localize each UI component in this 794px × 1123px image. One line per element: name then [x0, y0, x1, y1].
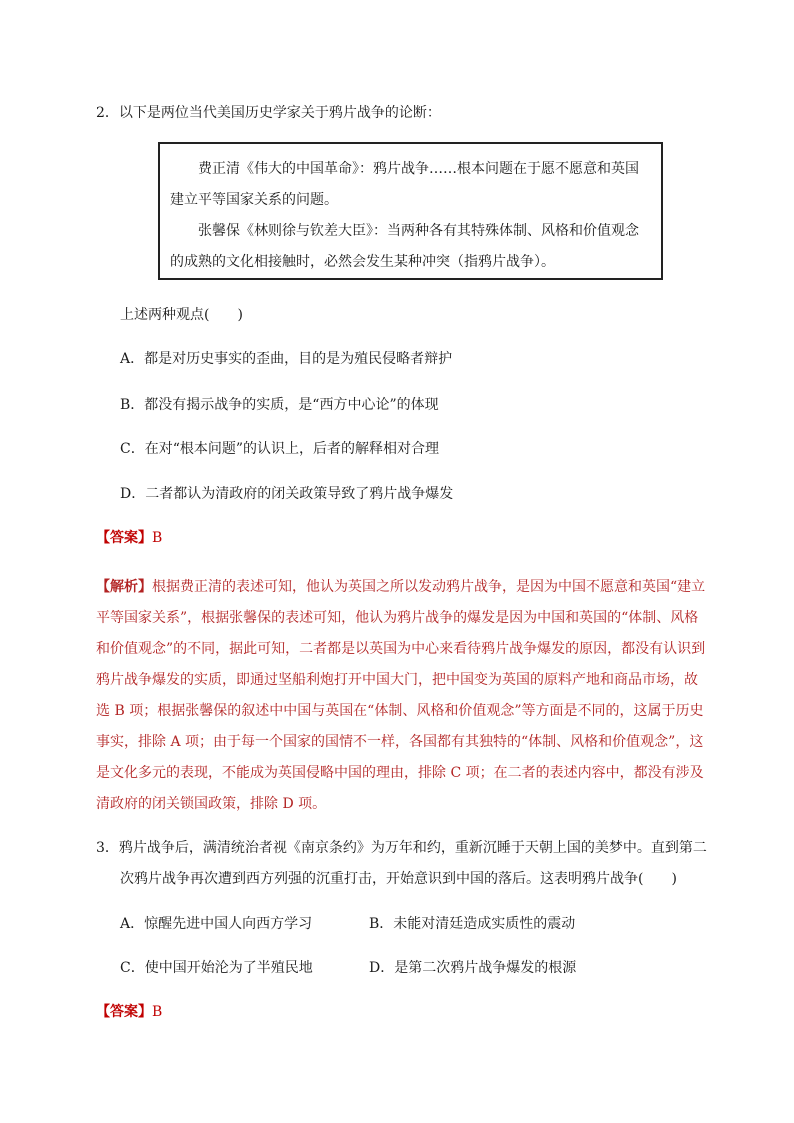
quote-box: [158, 142, 663, 280]
quote-line: 张馨保《林则徐与钦差大臣》：当两种各有其特殊体制、风格和价值观念: [198, 223, 639, 239]
analysis-line: 平等国家关系”，根据张馨保的表述可知，他认为鸦片战争的爆发是因为中国和英国的“体制、风格: [96, 610, 699, 626]
answer-line: [96, 527, 162, 547]
quote-line: 的成熟的文化相接触时，必然会发生某种冲突（指鸦片战争）。: [170, 254, 555, 270]
question-2-stem: 2．以下是两位当代美国历史学家关于鸦片战争的论断：: [96, 105, 441, 121]
question-2-prompt: 上述两种观点( ): [120, 307, 243, 323]
analysis-line: [96, 576, 705, 596]
analysis-tag: 【解析】: [96, 579, 152, 595]
answer-tag: 【答案】: [96, 1004, 152, 1020]
answer-tag: 【答案】: [96, 530, 152, 546]
quote-line: 费正清《伟大的中国革命》：鸦片战争……根本问题在于愿不愿意和英国: [198, 161, 639, 177]
analysis-line: 是文化多元的表现，不能成为英国侵略中国的理由，排除 C 项；在二者的表述内容中，都没有涉及: [96, 765, 704, 781]
question-3-stem: 次鸦片战争再次遭到西方列强的沉重打击，开始意识到中国的落后。这表明鸦片战争( ): [120, 871, 677, 887]
answer-value: B: [152, 1004, 163, 1020]
answer-value: B: [152, 530, 163, 546]
option-a: A．惊醒先进中国人向西方学习: [120, 916, 313, 932]
quote-line: 建立平等国家关系的问题。: [170, 192, 338, 208]
option-d: D．二者都认为清政府的闭关政策导致了鸦片战争爆发: [120, 486, 454, 502]
option-b: B．都没有揭示战争的实质，是“西方中心论”的体现: [120, 397, 439, 413]
option-d: D．是第二次鸦片战争爆发的根源: [369, 960, 577, 976]
option-a: A．都是对历史事实的歪曲，目的是为殖民侵略者辩护: [120, 351, 453, 367]
answer-line: [96, 1001, 162, 1021]
option-b: B．未能对清廷造成实质性的震动: [369, 916, 576, 932]
option-c: C．使中国开始沦为了半殖民地: [120, 960, 313, 976]
option-c: C．在对“根本问题”的认识上，后者的解释相对合理: [120, 441, 440, 457]
question-3-stem: 3．鸦片战争后，满清统治者视《南京条约》为万年和约，重新沉睡于天朝上国的美梦中。直到第二: [96, 840, 707, 856]
analysis-line: 事实，排除 A 项；由于每一个国家的国情不一样，各国都有其独特的“体制、风格和价值观念”，这: [96, 734, 704, 750]
analysis-line: 清政府的闭关锁国政策，排除 D 项。: [96, 796, 327, 812]
analysis-line: 选 B 项；根据张馨保的叙述中中国与英国在“体制、风格和价值观念”等方面是不同的，这属于历史: [96, 703, 704, 719]
analysis-line: 鸦片战争爆发的实质，即通过坚船利炮打开中国大门，把中国变为英国的原料产地和商品市场，故: [96, 672, 698, 688]
analysis-text: 根据费正清的表述可知，他认为英国之所以发动鸦片战争，是因为中国不愿意和英国“建立: [152, 579, 706, 595]
analysis-line: 和价值观念”的不同，据此可知，二者都是以英国为中心来看待鸦片战争爆发的原因，都没有认识到: [96, 641, 706, 657]
